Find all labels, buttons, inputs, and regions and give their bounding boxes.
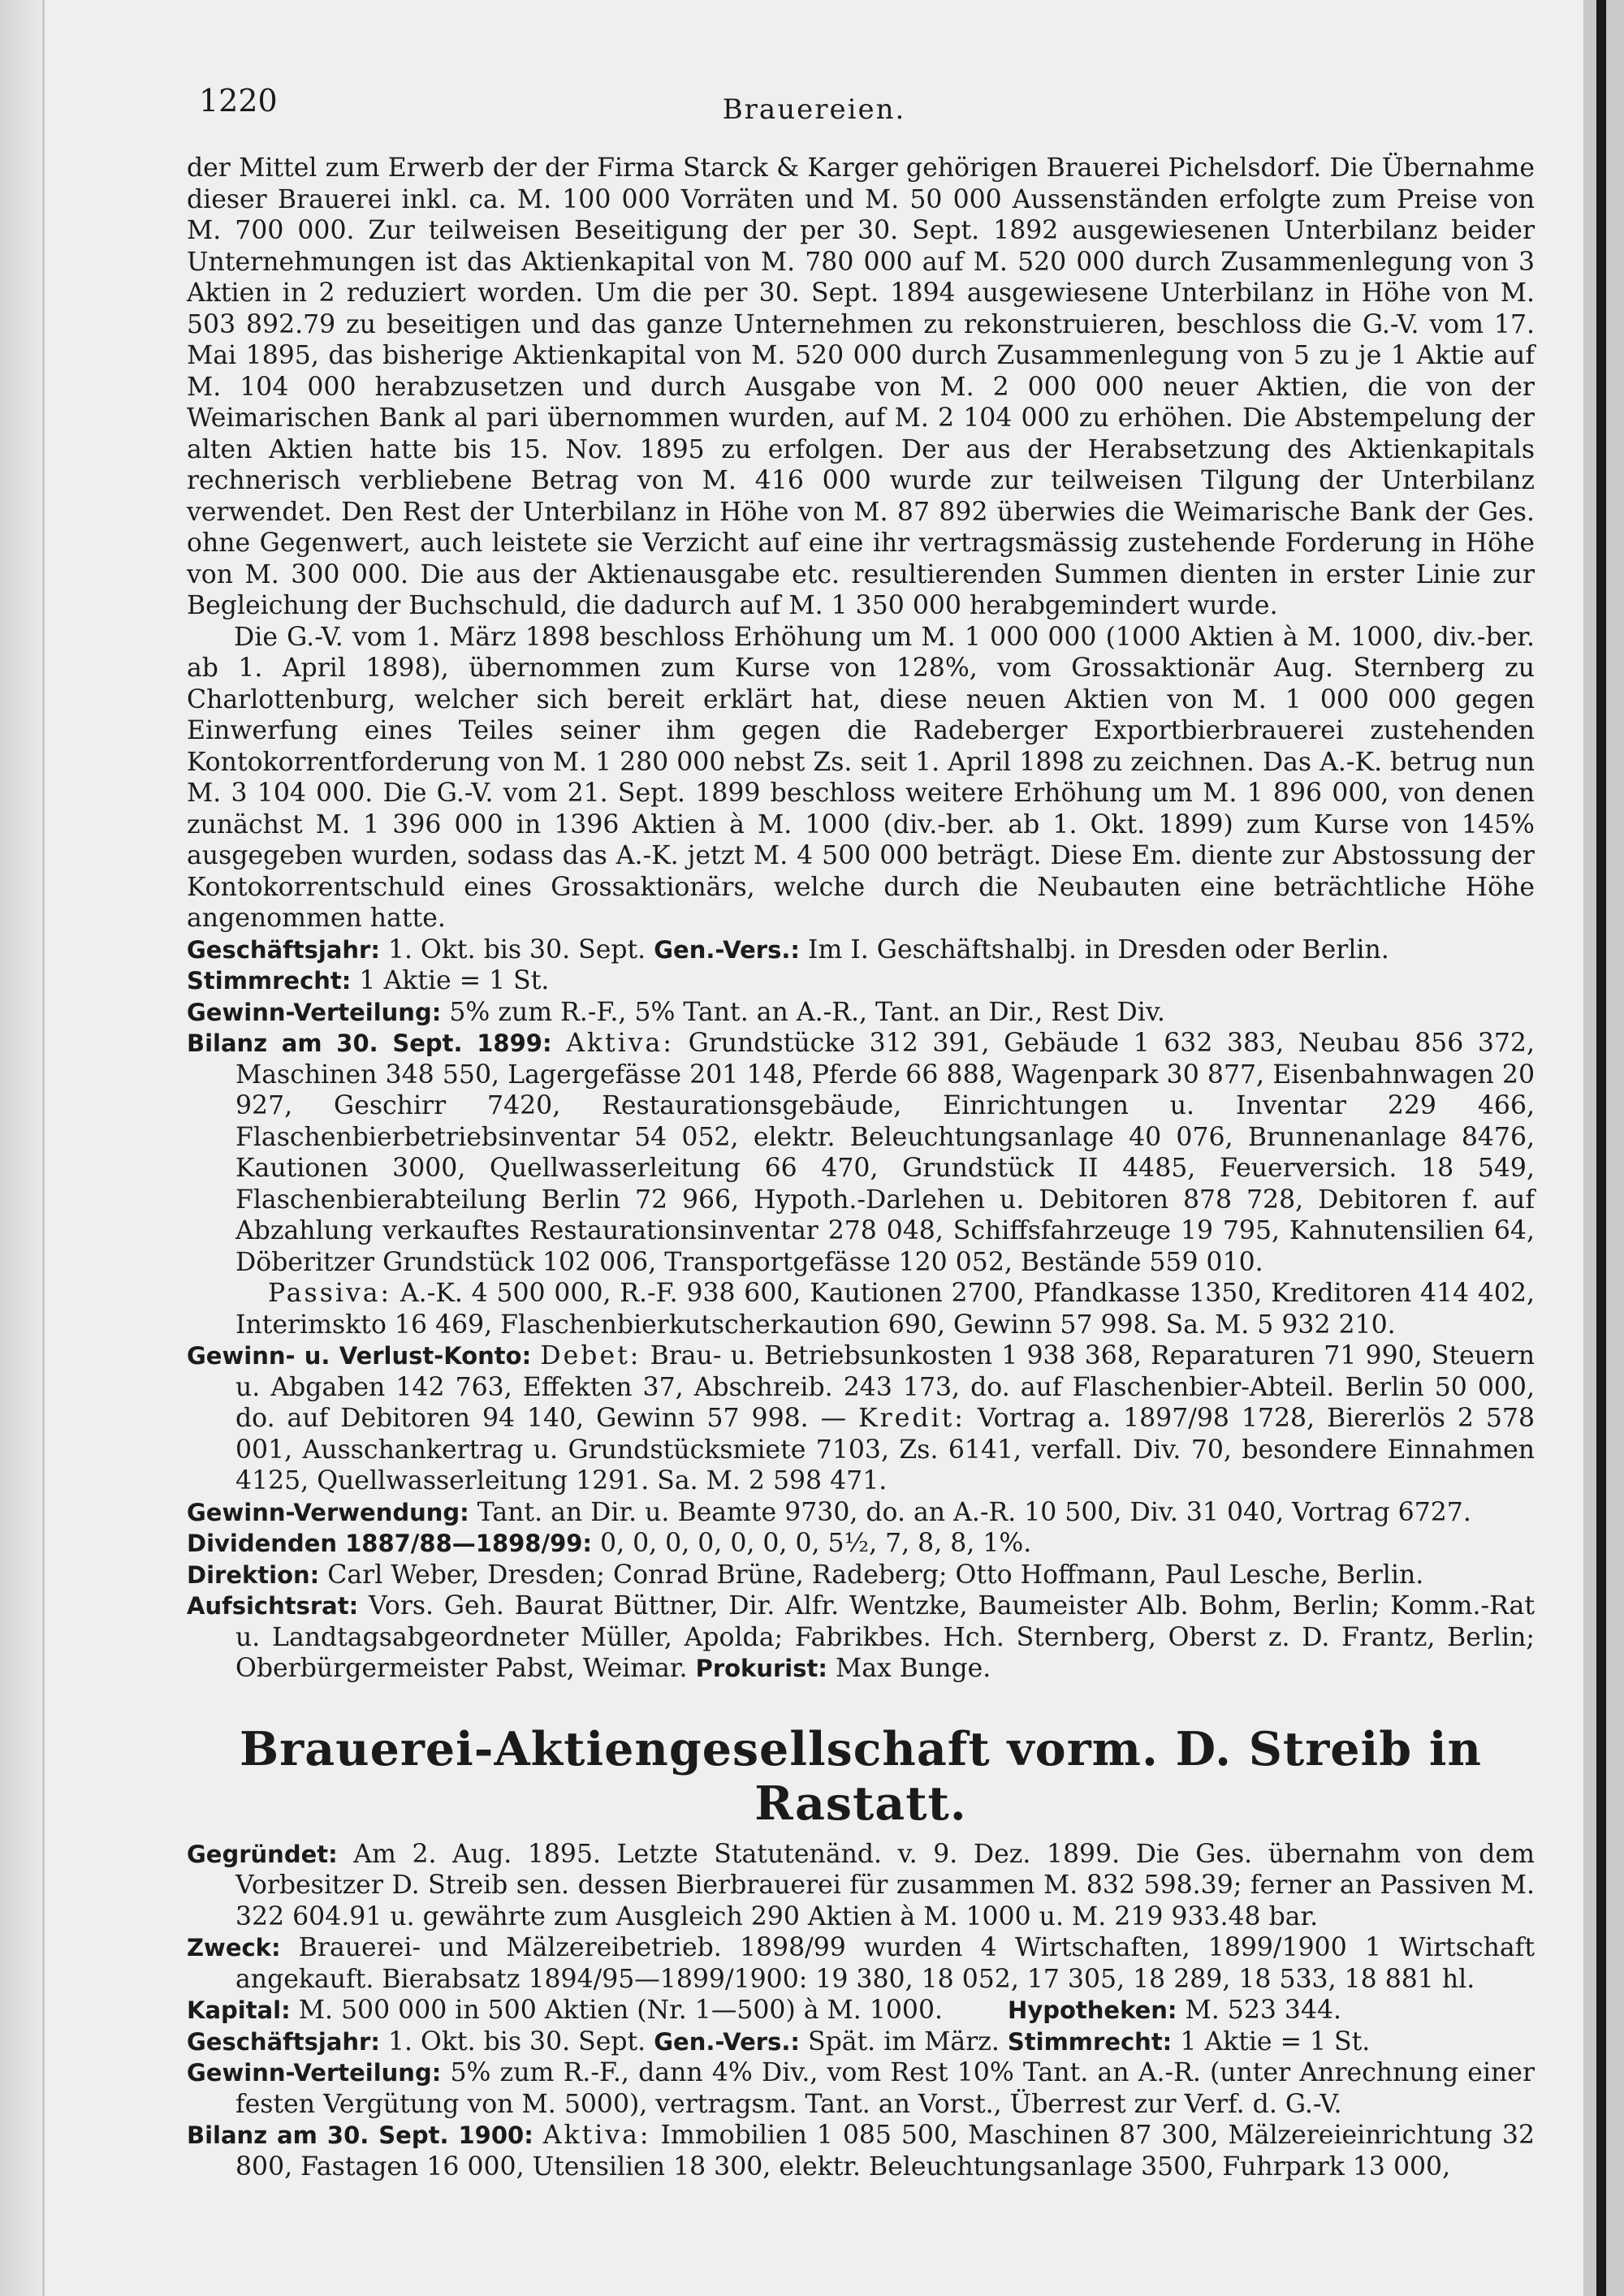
label-gewinn-verteilung-2: Gewinn-Verteilung: (187, 2059, 442, 2087)
entry-zweck (187, 1932, 1535, 1995)
entry-stimmrecht (187, 965, 1535, 997)
value-gegruendet: Am 2. Aug. 1895. Letzte Statutenänd. v. 9. Dez. 1899. Die Ges. übernahm von dem Vorbesitzer D. Streib sen. dessen Bierbrauerei für zusammen M. 832 598.39; ferner an Passiven M. 322 604.91 u. gewährte zum Ausgleich 290 Aktien à M. 1000 u. M. 219 933.48 bar. (235, 1839, 1535, 1931)
label-direktion: Direktion: (187, 1560, 320, 1589)
entry-gegruendet (187, 1839, 1535, 1933)
entry-geschaeftsjahr-2 (187, 2026, 1535, 2058)
entry-bilanz-1900 (187, 2120, 1535, 2182)
label-gewinn-verwendung: Gewinn-Verwendung: (187, 1498, 469, 1526)
label-stimmrecht: Stimmrecht: (187, 967, 352, 995)
label-hypotheken: Hypotheken: (1008, 1996, 1177, 2024)
entry-gewinn-verwendung (187, 1497, 1535, 1529)
label-debet: Debet: (540, 1341, 641, 1370)
label-prokurist: Prokurist: (695, 1655, 827, 1682)
label-gegruendet: Gegründet: (187, 1840, 338, 1868)
value-hypotheken: M. 523 344. (1185, 1996, 1342, 2025)
value-debet: Brau- u. Betriebsunkosten 1 938 368, Reparaturen 71 990, Steuern u. Abgaben 142 763, Effekten 37, Abschreib. 243 173, do. auf Flaschenbier-Abteil. Berlin 50 000, do. auf Debitoren 94 140, Gewinn 57 998. — (235, 1341, 1535, 1433)
paragraph-history: der Mittel zum Erwerb der der Firma Starck & Karger gehörigen Brauerei Pichelsdorf. Die Übernahme dieser Brauerei inkl. ca. M. 100 000 Vorräten und M. 50 000 Aussenständen erfolgte zum Preise von M. 700 000. Zur teilweisen Beseitigung der per 30. Sept. 1892 ausgewiesenen Unterbilanz beider Unternehmungen ist das Aktienkapital von M. 780 000 auf M. 520 000 durch Zusammenlegung von 3 Aktien in 2 reduziert worden. Um die per 30. Sept. 1894 ausgewiesene Unterbilanz in Höhe von M. 503 892.79 zu beseitigen und das ganze Unternehmen zu rekonstruieren, beschloss die G.-V. vom 17. Mai 1895, das bisherige Aktienkapital von M. 520 000 durch Zusammenlegung von 5 zu je 1 Aktie auf M. 104 000 herabzusetzen und durch Ausgabe von M. 2 000 000 neuer Aktien, die von der Weimarischen Bank al pari übernommen wurden, auf M. 2 104 000 zu erhöhen. Die Abstempelung der alten Aktien hatte bis 15. Nov. 1895 zu erfolgen. Der aus der Herabsetzung des Aktienkapitals rechnerisch verbliebene Betrag von M. 416 000 wurde zur teilweisen Tilgung der Unterbilanz verwendet. Den Rest der Unterbilanz in Höhe von M. 87 892 überwies die Weimarische Bank der Ges. ohne Gegenwert, auch leistete sie Verzicht auf eine ihr vertragsmässig zustehende Forderung in Höhe von M. 300 000. Die aus der Aktienausgabe etc. resultierenden Summen dienten in erster Linie zur Begleichung der Buchschuld, die dadurch auf M. 1 350 000 herabgemindert wurde. (187, 153, 1535, 620)
label-geschaeftsjahr: Geschäftsjahr: (187, 935, 380, 964)
label-gen-vers: Gen.-Vers.: (654, 935, 800, 964)
entry-kapital (187, 1995, 1535, 2026)
value-zweck: Brauerei- und Mälzereibetrieb. 1898/99 wurden 4 Wirtschaften, 1899/1900 1 Wirtschaft angekauft. Bierabsatz 1894/95—1899/1900: 19 380, 18 052, 17 305, 18 289, 18 533, 18 881 hl. (235, 1933, 1535, 1994)
paragraph-capital-increase: Die G.-V. vom 1. März 1898 beschloss Erhöhung um M. 1 000 000 (1000 Aktien à M. 1000, div.-ber. ab 1. April 1898), übernommen zum Kurse von 128%, vom Grossaktionär Aug. Sternberg zu Charlottenburg, welcher sich bereit erklärt hat, diese neuen Aktien von M. 1 000 000 gegen Einwerfung eines Teiles seiner ihm gegen die Radeberger Exportbierbrauerei zustehenden Kontokorrentforderung von M. 1 280 000 nebst Zs. seit 1. April 1898 zu zeichnen. Das A.-K. betrug nun M. 3 104 000. Die G.-V. vom 21. Sept. 1899 beschloss weitere Erhöhung um M. 1 896 000, von denen zunächst M. 1 396 000 in 1396 Aktien à M. 1000 (div.-ber. ab 1. Okt. 1899) zum Kurse von 145% ausgegeben wurden, sodass das A.-K. jetzt M. 4 500 000 beträgt. Diese Em. diente zur Abstossung der Kontokorrentschuld eines Grossaktionärs, welche durch die Neubauten eine beträchtliche Höhe angenommen hatte. (187, 622, 1535, 933)
page-content (187, 89, 1535, 2182)
label-gewinn-verteilung: Gewinn-Verteilung: (187, 998, 442, 1026)
value-dividenden: 0, 0, 0, 0, 0, 0, 0, 5½, 7, 8, 8, 1%. (600, 1529, 1032, 1558)
value-geschaeftsjahr: 1. Okt. bis 30. Sept. (387, 934, 646, 965)
entry-passiva-1899 (187, 1278, 1535, 1340)
entry-guv (187, 1340, 1535, 1497)
page-edge-rule (1596, 0, 1606, 2296)
entry-gewinn-verteilung (187, 997, 1535, 1029)
label-dividenden: Dividenden 1887/88—1898/99: (187, 1530, 593, 1557)
label-gen-vers-2: Gen.-Vers.: (654, 2027, 800, 2056)
entry-direktion (187, 1560, 1535, 1591)
page-number: 1220 (199, 83, 278, 119)
label-zweck: Zweck: (187, 1934, 281, 1962)
value-aktiva: Grundstücke 312 391, Gebäude 1 632 383, Neubau 856 372, Maschinen 348 550, Lagergefässe 201 148, Pferde 66 888, Wagenpark 30 877, Eisenbahnwagen 20 927, Geschirr 7420, Restaurationsgebäude, Einrichtungen u. Inventar 229 466, Flaschenbierbetriebsinventar 54 052, elektr. Beleuchtungsanlage 40 076, Brunnenanlage 8476, Kautionen 3000, Quellwasserleitung 66 470, Grundstück II 4485, Feuerversich. 18 549, Flaschenbierabteilung Berlin 72 966, Hypoth.-Darlehen u. Debitoren 878 728, Debitoren f. auf Abzahlung verkauftes Restaurationsinventar 278 048, Schiffsfahrzeuge 19 795, Kahnutensilien 64, Döberitzer Grundstück 102 006, Transportgefässe 120 052, Bestände 559 010. (235, 1029, 1535, 1277)
label-bilanz-1899: Bilanz am 30. Sept. 1899: (187, 1029, 552, 1057)
label-stimmrecht-2: Stimmrecht: (1007, 2027, 1173, 2056)
entry-dividenden (187, 1528, 1535, 1560)
label-guv: Gewinn- u. Verlust-Konto: (187, 1342, 532, 1370)
value-prokurist: Max Bunge. (835, 1654, 991, 1683)
company-title-streib: Brauerei-Aktiengesellschaft vorm. D. Streib in Rastatt. (239, 1721, 1482, 1831)
document-page (45, 0, 1583, 2296)
entry-bilanz-1899 (187, 1028, 1535, 1278)
entry-gewinn-verteilung-2 (187, 2057, 1535, 2120)
label-aktiva: Aktiva: (566, 1029, 674, 1058)
label-kredit: Kredit: (858, 1404, 965, 1433)
value-aktiva-1900: Immobilien 1 085 500, Maschinen 87 300, Mälzereieinrichtung 32 800, Fastagen 16 000, Utensilien 18 300, elektr. Beleuchtungsanlage 3500, Fuhrpark 13 000, (235, 2121, 1535, 2182)
value-geschaeftsjahr-2: 1. Okt. bis 30. Sept. (387, 2026, 646, 2056)
value-gewinn-verteilung: 5% zum R.-F., 5% Tant. an A.-R., Tant. an Dir., Rest Div. (449, 997, 1165, 1027)
value-kredit: Vortrag a. 1897/98 1728, Biererlös 2 578 001, Ausschankertrag u. Grundstücksmiete 7103, Zs. 6141, verfall. Div. 70, besondere Einnahmen 4125, Quellwasserleitung 1291. Sa. M. 2 598 471. (235, 1404, 1535, 1495)
value-passiva: A.-K. 4 500 000, R.-F. 938 600, Kautionen 2700, Pfandkasse 1350, Kreditoren 414 402, Interimskto 16 469, Flaschenbierkutscherkaution 690, Gewinn 57 998. Sa. M. 5 932 210. (235, 1279, 1535, 1340)
label-geschaeftsjahr-2: Geschäftsjahr: (187, 2027, 380, 2056)
label-bilanz-1900: Bilanz am 30. Sept. 1900: (187, 2121, 533, 2149)
value-gen-vers: Im I. Geschäftshalbj. in Dresden oder Berlin. (808, 934, 1389, 965)
label-aufsichtsrat: Aufsichtsrat: (187, 1592, 359, 1620)
value-aufsichtsrat: Vors. Geh. Baurat Büttner, Dir. Alfr. Wentzke, Baumeister Alb. Bohm, Berlin; Komm.-Rat u. Landtagsabgeordneter Müller, Apolda; Fabrikbes. Hch. Sternberg, Oberst z. D. Frantz, Berlin; Oberbürgermeister Pabst, Weimar. (235, 1591, 1535, 1683)
value-kapital: M. 500 000 in 500 Aktien (Nr. 1—500) à M. 1000. (298, 1996, 944, 2025)
scan-edge (0, 0, 42, 2296)
entry-geschaeftsjahr (187, 934, 1535, 966)
label-kapital: Kapital: (187, 1996, 291, 2024)
value-gen-vers-2: Spät. im März. (808, 2026, 1000, 2056)
label-aktiva-1900: Aktiva: (542, 2121, 651, 2150)
running-title: Brauereien. (722, 93, 906, 126)
value-direktion: Carl Weber, Dresden; Conrad Brüne, Radeberg; Otto Hoffmann, Paul Lesche, Berlin. (327, 1560, 1424, 1590)
entry-aufsichtsrat (187, 1590, 1535, 1685)
value-stimmrecht-2: 1 Aktie = 1 St. (1180, 2026, 1371, 2056)
value-gewinn-verteilung-2: 5% zum R.-F., dann 4% Div., vom Rest 10% Tant. an A.-R. (unter Anrechnung einer festen Vergütung von M. 5000), vertragsm. Tant. an Vorst., Überrest zur Verf. d. G.-V. (235, 2058, 1535, 2119)
value-stimmrecht: 1 Aktie = 1 St. (359, 966, 550, 995)
value-gewinn-verwendung: Tant. an Dir. u. Beamte 9730, do. an A.-R. 10 500, Div. 31 040, Vortrag 6727. (477, 1497, 1471, 1527)
label-passiva: Passiva: (268, 1279, 392, 1308)
